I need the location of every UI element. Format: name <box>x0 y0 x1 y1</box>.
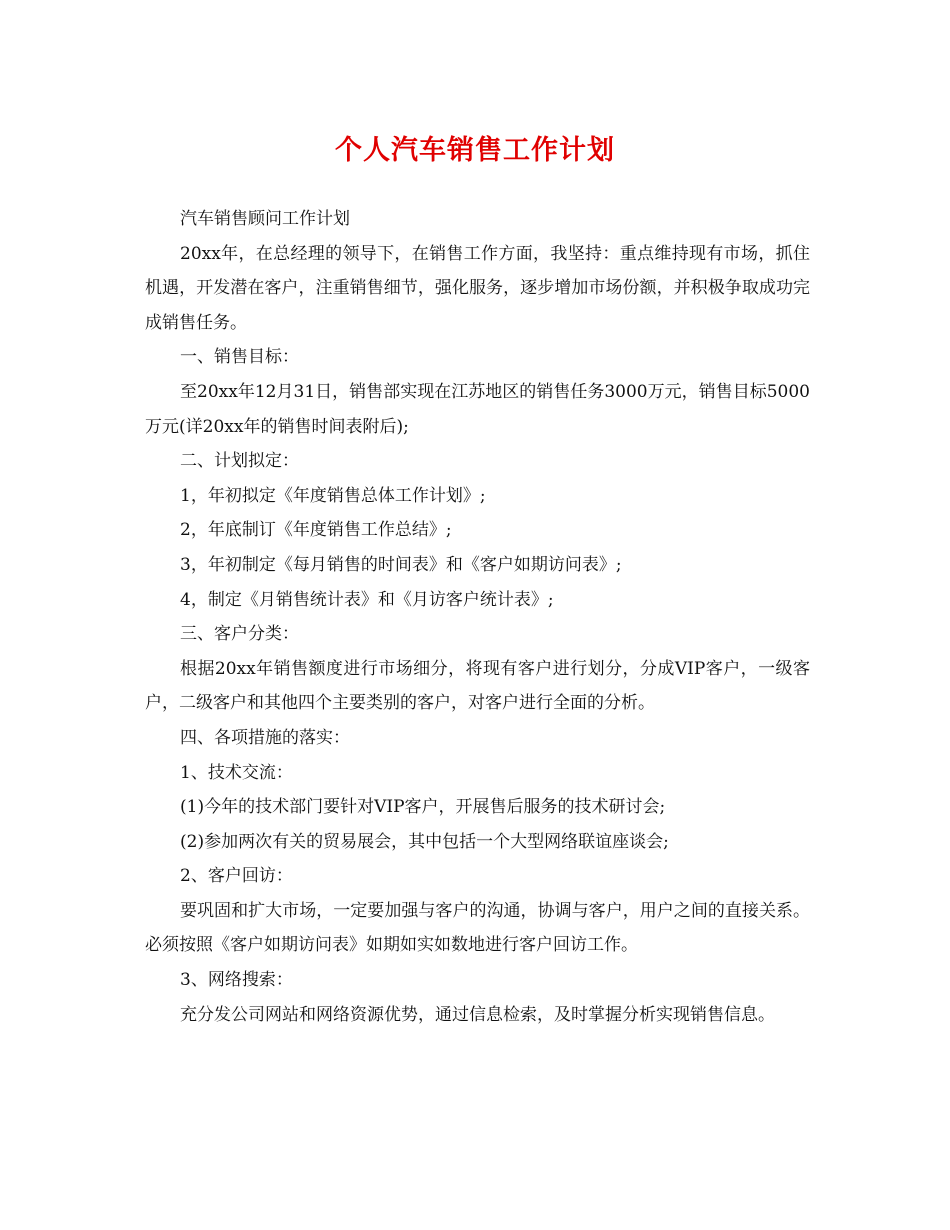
plan-item-4: 4，制定《月销售统计表》和《月访客户统计表》; <box>180 589 554 610</box>
subheading-tech-exchange: 1、技术交流： <box>180 762 293 783</box>
tech-exchange-item-2: (2)参加两次有关的贸易展会，其中包括一个大型网络联谊座谈会; <box>180 831 669 852</box>
paragraph-intro: 20xx年，在总经理的领导下，在销售工作方面，我坚持：重点维持现有市场，抓住机遇，开发潜在客户，注重销售细节，强化服务，逐步增加市场份额，并积极争取成功完成销售任务。 <box>145 243 810 333</box>
paragraph-customer-visit: 要巩固和扩大市场，一定要加强与客户的沟通，协调与客户，用户之间的直接关系。必须按照《客户如期访问表》如期如实如数地进行客户回访工作。 <box>145 900 810 956</box>
subheading-customer-visit: 2、客户回访： <box>180 866 293 887</box>
section-heading-sales-goal: 一、销售目标： <box>180 347 299 368</box>
plan-item-2: 2，年底制订《年度销售工作总结》; <box>180 520 452 541</box>
document-title: 个人汽车销售工作计划 <box>335 135 615 166</box>
paragraph-subtitle: 汽车销售顾问工作计划 <box>180 209 350 229</box>
plan-item-1: 1，年初拟定《年度销售总体工作计划》; <box>180 485 486 506</box>
section-heading-plan: 二、计划拟定： <box>180 451 299 472</box>
plan-item-3: 3，年初制定《每月销售的时间表》和《客户如期访问表》; <box>180 554 622 575</box>
paragraph-web-search: 充分发公司网站和网络资源优势，通过信息检索，及时掌握分析实现销售信息。 <box>180 1004 775 1025</box>
section-heading-measures: 四、各项措施的落实： <box>180 727 350 748</box>
paragraph-customer-classification: 根据20xx年销售额度进行市场细分，将现有客户进行划分，分成VIP客户，一级客户，二级客户和其他四个主要类别的客户，对客户进行全面的分析。 <box>145 658 810 714</box>
paragraph-sales-goal: 至20xx年12月31日，销售部实现在江苏地区的销售任务3000万元，销售目标5000万元(详20xx年的销售时间表附后); <box>145 381 810 437</box>
section-heading-customer-classification: 三、客户分类： <box>180 624 299 645</box>
subheading-web-search: 3、网络搜索： <box>180 970 293 991</box>
document-body <box>145 202 810 1032</box>
tech-exchange-item-1: (1)今年的技术部门要针对VIP客户，开展售后服务的技术研讨会; <box>180 797 666 818</box>
